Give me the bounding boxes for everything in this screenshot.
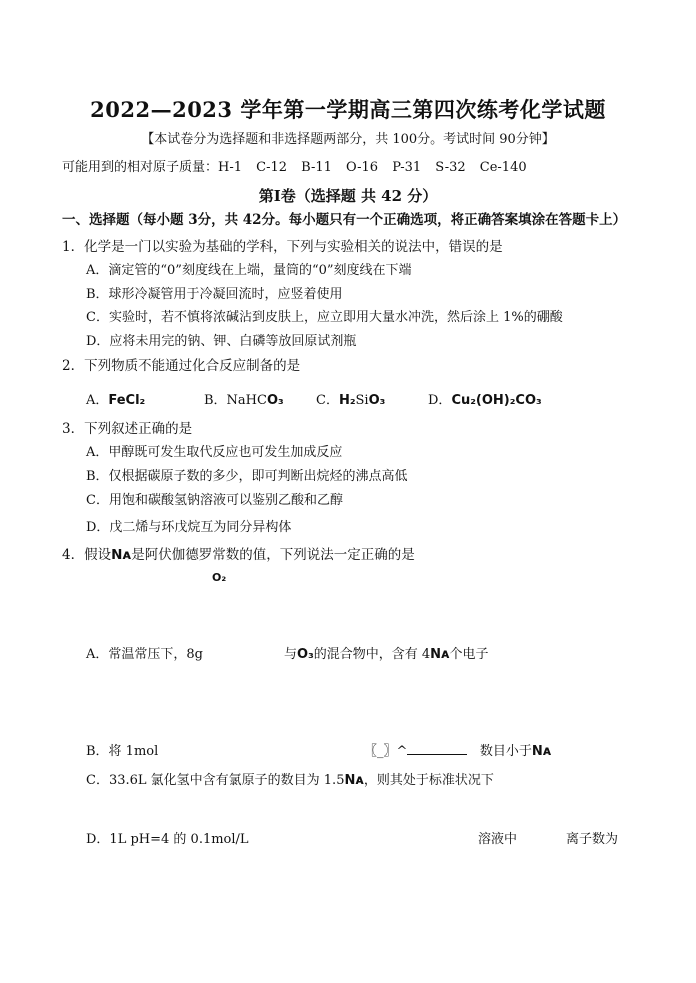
- q2-d-label: D．: [428, 393, 452, 408]
- q3-option-a: A．甲醇既可发生取代反应也可发生加成反应: [86, 445, 343, 460]
- section-heading: 一、选择题（每小题 3分，共 42分。每小题只有一个正确选项，将正确答案填涂在答题卡上）: [62, 212, 627, 228]
- q4-stem: [62, 543, 415, 563]
- q2-d-formula: Cu₂(OH)₂CO₃: [451, 393, 542, 408]
- q2-a-formula: FeCl₂: [108, 393, 146, 408]
- q2-option-c: [316, 389, 385, 408]
- q2-option-b: [204, 389, 284, 408]
- q2-option-d: [428, 389, 542, 408]
- q4-b-post: 数目小于: [479, 744, 532, 759]
- q4-option-d-mid: 溶液中: [478, 832, 518, 847]
- q4-a-o3: O₃: [297, 647, 314, 662]
- q2-c-formula-2: O₃: [368, 393, 386, 408]
- q3-option-d: D．戊二烯与环戊烷互为同分异构体: [86, 520, 292, 535]
- q2-c-label: C．: [316, 393, 339, 408]
- q4-option-b-pre: B．将 1mol: [86, 744, 159, 759]
- q3-stem: 3．下列叙述正确的是: [62, 421, 193, 437]
- q4-a-mid: 的混合物中，含有 4: [313, 647, 431, 662]
- page-title: 2022—2023 学年第一学期高三第四次练考化学试题: [90, 97, 606, 122]
- q1-option-d: D．应将未用完的钠、钾、白磷等放回原试剂瓶: [86, 334, 357, 349]
- q4-option-a-rest: [284, 643, 489, 662]
- q4-c-post: ，则其处于标准状况下: [363, 773, 494, 788]
- q1-option-c: C．实验时，若不慎将浓碱沾到皮肤上，应立即用大量水冲洗，然后涂上 1%的硼酸: [86, 310, 563, 325]
- q4-stem-post: 是阿伏伽德罗常数的值，下列说法一定正确的是: [131, 547, 415, 563]
- q4-na: Nᴀ: [111, 547, 132, 563]
- q4-b-blank: 〖_〗^: [364, 744, 408, 759]
- q2-b-formula: O₃: [266, 393, 284, 408]
- q4-a-yu: 与: [284, 647, 298, 662]
- q2-c-formula-1: H₂: [338, 393, 356, 408]
- q2-a-label: A．: [86, 393, 109, 408]
- q1-option-b: B．球形冷凝管用于冷凝回流时，应竖着使用: [86, 287, 343, 302]
- q4-option-d-post: 离子数为: [566, 832, 619, 847]
- q4-a-post: 个电子: [449, 647, 489, 662]
- q2-option-a: [86, 389, 145, 408]
- q4-option-d-pre: D．1L pH=4 的 0.1mol/L: [86, 832, 249, 847]
- q2-b-label: B．NaHC: [204, 393, 267, 408]
- q4-option-a-pre: A．常温常压下，8g: [86, 647, 203, 662]
- q4-option-b-rest: [364, 740, 551, 759]
- q4-option-c: [86, 769, 494, 788]
- q4-b-underline: [407, 754, 467, 755]
- q4-stem-pre: 4．假设: [62, 547, 112, 563]
- q2-stem: 2．下列物质不能通过化合反应制备的是: [62, 358, 301, 374]
- q2-c-mid: Si: [355, 393, 369, 408]
- q1-stem: 1．化学是一门以实验为基础的学科，下列与实验相关的说法中，错误的是: [62, 239, 503, 255]
- q4-b-na: Nᴀ: [531, 744, 552, 759]
- q4-o2-formula: O₂: [212, 571, 227, 584]
- q3-option-b: B．仅根据碳原子数的多少，即可判断出烷烃的沸点高低: [86, 469, 408, 484]
- q4-c-na: Nᴀ: [344, 773, 364, 788]
- part-title: 第Ⅰ卷（选择题 共 42 分）: [258, 187, 438, 205]
- q4-c-pre: C．33.6L 氯化氢中含有氯原子的数目为 1.5: [86, 773, 345, 788]
- q4-a-na: Nᴀ: [430, 647, 450, 662]
- q3-option-c: C．用饱和碳酸氢钠溶液可以鉴别乙酸和乙醇: [86, 493, 343, 508]
- q1-option-a: A．滴定管的“0”刻度线在上端，量筒的“0”刻度线在下端: [86, 263, 412, 278]
- atomic-masses: 可能用到的相对原子质量：H-1 C-12 B-11 O-16 P-31 S-32 Ce-140: [62, 160, 527, 175]
- exam-note: 【本试卷分为选择题和非选择题两部分，共 100分。考试时间 90分钟】: [141, 132, 555, 147]
